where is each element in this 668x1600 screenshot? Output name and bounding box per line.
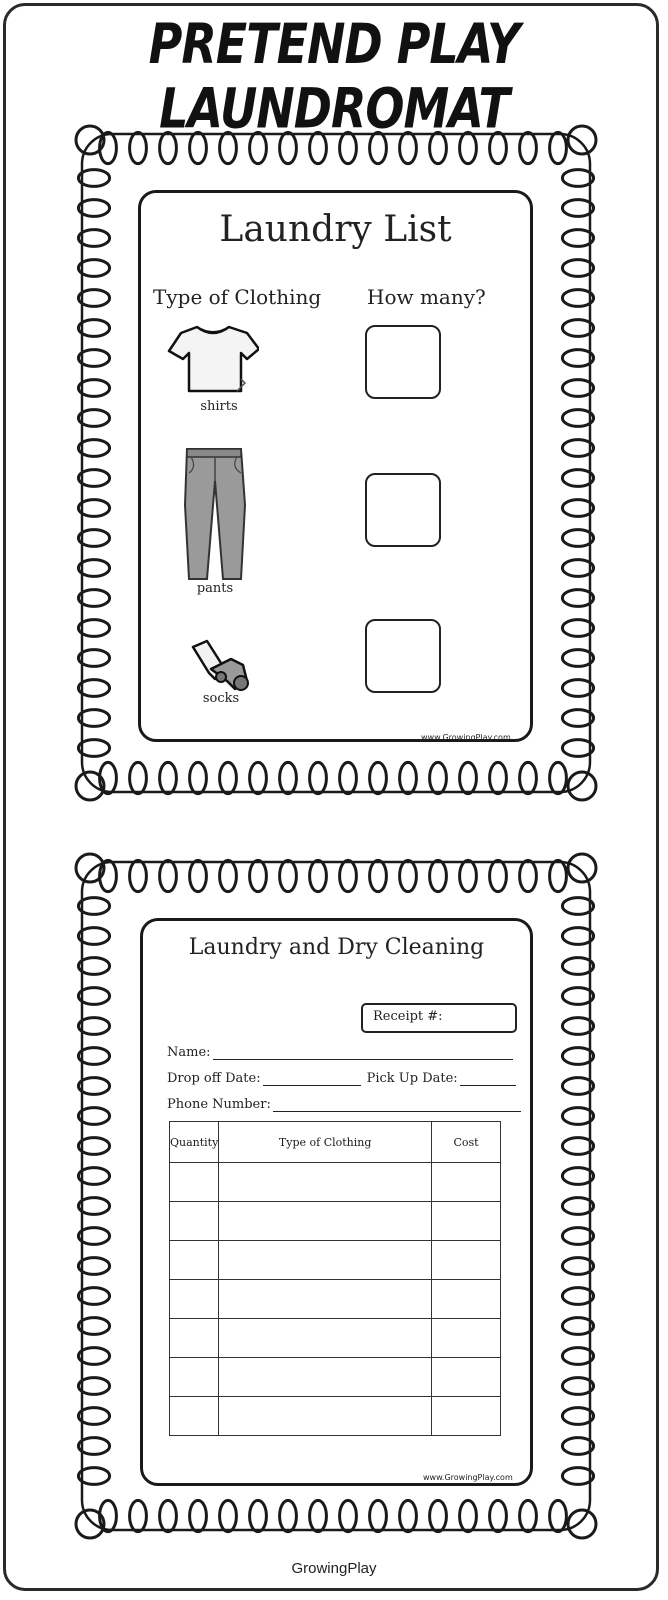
clothing-cell[interactable]: [219, 1280, 432, 1319]
laundry-list-title: Laundry List: [219, 209, 452, 250]
table-row: [170, 1241, 501, 1280]
pants-icon: [181, 445, 249, 581]
shirts-label: shirts: [200, 399, 238, 414]
drop-off-label: Drop off Date:: [167, 1071, 261, 1086]
clothing-cell[interactable]: [219, 1319, 432, 1358]
shirt-icon: [167, 323, 259, 395]
table-row: [170, 1397, 501, 1436]
pants-label: pants: [196, 581, 234, 596]
cost-cell[interactable]: [432, 1163, 501, 1202]
shirts-count-box[interactable]: [365, 325, 441, 399]
phone-input-line[interactable]: [273, 1099, 521, 1112]
credit-text: www.GrowingPlay.com: [423, 1473, 513, 1482]
laundry-list-card: [138, 190, 533, 742]
name-field-row: [167, 1045, 513, 1060]
receipt-title: Laundry and Dry Cleaning: [188, 935, 485, 960]
quantity-cell[interactable]: [170, 1397, 219, 1436]
quantity-cell[interactable]: [170, 1163, 219, 1202]
type-of-clothing-heading: Type of Clothing: [153, 285, 322, 309]
pick-up-input-line[interactable]: [460, 1073, 516, 1086]
cost-cell[interactable]: [432, 1397, 501, 1436]
quantity-cell[interactable]: [170, 1358, 219, 1397]
clothing-cell[interactable]: [219, 1202, 432, 1241]
table-header-row: [170, 1122, 501, 1163]
table-row: [170, 1319, 501, 1358]
table-row: [170, 1202, 501, 1241]
quantity-cell[interactable]: [170, 1280, 219, 1319]
clothing-cell[interactable]: [219, 1358, 432, 1397]
quantity-cell[interactable]: [170, 1202, 219, 1241]
cost-cell[interactable]: [432, 1358, 501, 1397]
dates-field-row: [167, 1071, 516, 1086]
cost-header: Cost: [432, 1122, 501, 1163]
socks-count-box[interactable]: [365, 619, 441, 693]
receipt-number-field[interactable]: Receipt #:: [361, 1003, 517, 1033]
how-many-heading: How many?: [367, 285, 486, 309]
quantity-cell[interactable]: [170, 1241, 219, 1280]
name-input-line[interactable]: [213, 1047, 513, 1060]
clothing-cell[interactable]: [219, 1397, 432, 1436]
clothing-table: [169, 1121, 501, 1436]
cost-cell[interactable]: [432, 1280, 501, 1319]
table-row: [170, 1280, 501, 1319]
receipt-card: [140, 918, 533, 1486]
clothing-cell[interactable]: [219, 1163, 432, 1202]
table-row: [170, 1358, 501, 1397]
cost-cell[interactable]: [432, 1202, 501, 1241]
drop-off-input-line[interactable]: [263, 1073, 361, 1086]
page-title: PRETEND PLAY LAUNDROMAT: [148, 11, 520, 141]
name-label: Name:: [167, 1045, 211, 1060]
pick-up-label: Pick Up Date:: [366, 1071, 458, 1086]
table-row: [170, 1163, 501, 1202]
credit-text: www.GrowingPlay.com: [421, 733, 511, 742]
socks-label: socks: [202, 691, 240, 706]
cost-cell[interactable]: [432, 1241, 501, 1280]
clothing-cell[interactable]: [219, 1241, 432, 1280]
socks-icon: [187, 637, 253, 693]
phone-field-row: [167, 1097, 521, 1112]
type-of-clothing-header: Type of Clothing: [219, 1122, 432, 1163]
cost-cell[interactable]: [432, 1319, 501, 1358]
pants-count-box[interactable]: [365, 473, 441, 547]
phone-label: Phone Number:: [167, 1097, 271, 1112]
quantity-cell[interactable]: [170, 1319, 219, 1358]
quantity-header: Quantity: [170, 1122, 219, 1163]
footer-brand: GrowingPlay: [291, 1560, 377, 1577]
